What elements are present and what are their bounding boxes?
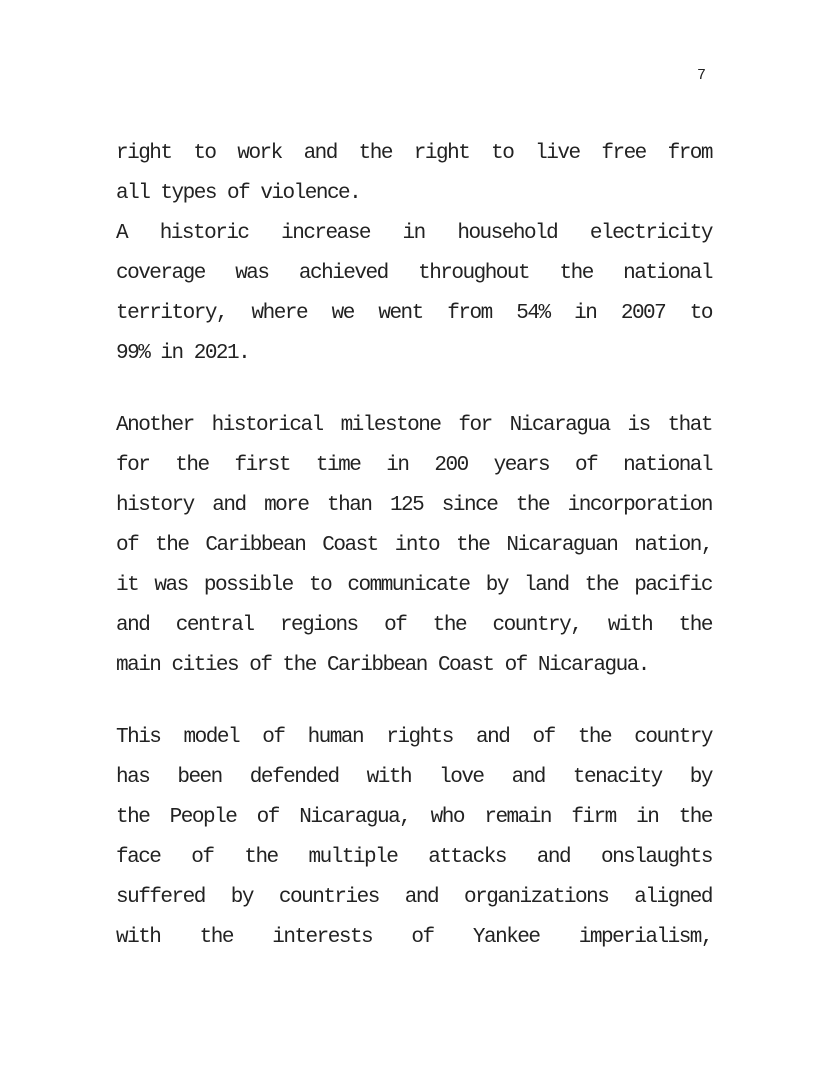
- text-line: history and more than 125 since the incorporation: [116, 494, 712, 517]
- page-number: 7: [697, 67, 707, 84]
- text-line: it was possible to communicate by land the pacific: [116, 574, 712, 597]
- text-line: has been defended with love and tenacity by: [116, 766, 712, 789]
- text-line: suffered by countries and organizations aligned: [116, 886, 712, 909]
- text-line: 99% in 2021.: [116, 342, 250, 365]
- paragraph-electricity-coverage: [116, 214, 712, 374]
- text-line: A historic increase in household electricity: [116, 222, 712, 245]
- text-line: face of the multiple attacks and onslaughts: [116, 846, 712, 869]
- document-body: [116, 134, 712, 958]
- text-line: territory, where we went from 54% in 2007 to: [116, 302, 712, 325]
- text-line: This model of human rights and of the country: [116, 726, 712, 749]
- text-line: all types of violence.: [116, 182, 361, 205]
- text-line: for the first time in 200 years of national: [116, 454, 712, 477]
- text-line: with the interests of Yankee imperialism,: [116, 926, 712, 949]
- paragraph-historical-milestone: [116, 406, 712, 686]
- text-line: right to work and the right to live free from: [116, 142, 712, 165]
- text-line: main cities of the Caribbean Coast of Nicaragua.: [116, 654, 649, 677]
- text-line: the People of Nicaragua, who remain firm in the: [116, 806, 712, 829]
- paragraph-human-rights-model: [116, 718, 712, 958]
- text-line: and central regions of the country, with the: [116, 614, 712, 637]
- paragraph-right-to-work: [116, 134, 712, 214]
- text-line: coverage was achieved throughout the national: [116, 262, 712, 285]
- text-line: of the Caribbean Coast into the Nicaraguan nation,: [116, 534, 712, 557]
- text-line: Another historical milestone for Nicaragua is that: [116, 414, 712, 437]
